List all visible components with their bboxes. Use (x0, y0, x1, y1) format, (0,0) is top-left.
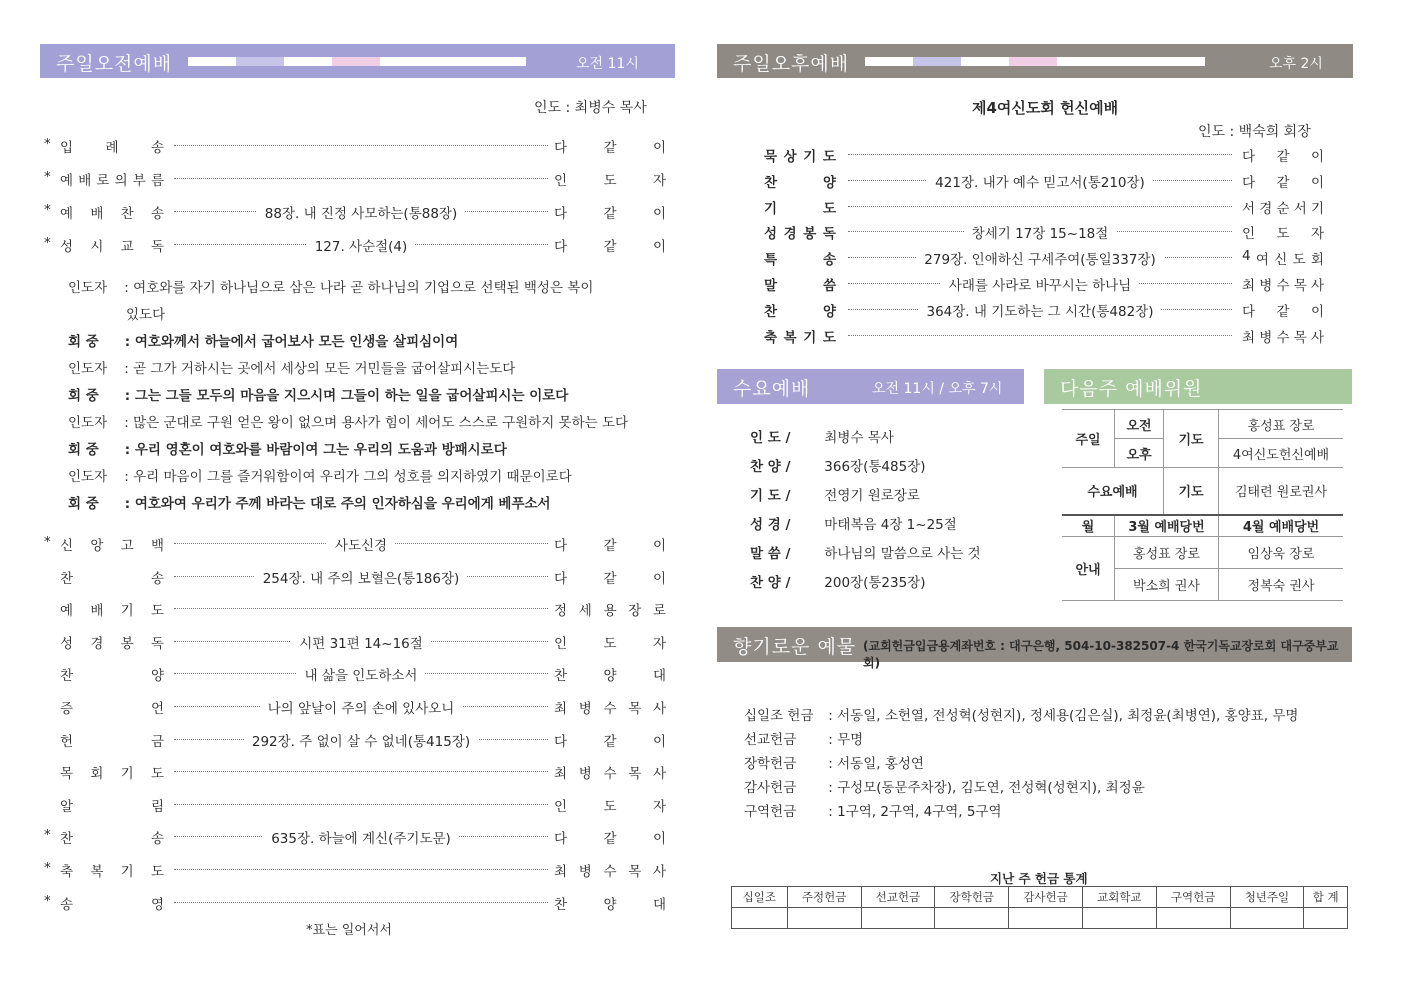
order-name: 찬 양 (60, 668, 164, 685)
dotted-leader (848, 154, 1232, 155)
stats-header: 주정헌금 (787, 887, 861, 908)
order-row (46, 235, 666, 255)
order-who: 4 여 신 도 회 (1242, 248, 1324, 269)
mar-usher-1: 홍성표 장로 (1115, 537, 1219, 569)
next-week-header (1044, 369, 1352, 404)
dotted-leader (174, 869, 548, 870)
offering-line: 감사헌금 : 구성모(동문주차장), 김도연, 전성혁(성현지), 최정윤 (744, 780, 1145, 796)
order-row (46, 169, 666, 189)
order-name: 예 배 기 도 (60, 603, 164, 620)
order-name: 찬 양 (764, 303, 836, 320)
offering-stats-table (731, 886, 1348, 929)
stats-header: 구역헌금 (1156, 887, 1230, 908)
wednesday-row: 찬 양 / 200장(통235장) (750, 575, 926, 591)
standing-mark: * (44, 169, 51, 185)
order-row (46, 697, 666, 717)
order-name: 말 씀 (764, 278, 836, 294)
am-cell: 오전 (1115, 410, 1164, 439)
month-cell: 월 (1062, 515, 1115, 537)
wednesday-row: 성 경 / 마태복음 4장 1~25절 (750, 517, 957, 533)
reading-line: 인도자 : 여호와를 자기 하나님으로 삼은 나라 곧 하나님의 기업으로 선택된 백성은 복이 (68, 280, 594, 296)
afternoon-header (717, 44, 1353, 78)
dotted-leader (174, 145, 548, 146)
order-item: 88장. 내 진정 사모하는(통88장) (174, 202, 548, 222)
morning-leader: 인도 : 최병수 목사 (534, 100, 647, 116)
afternoon-subtitle: 제4여신도회 헌신예배 (972, 99, 1119, 117)
order-row (46, 860, 666, 880)
pm-name-cell: 4여신도헌신예배 (1219, 439, 1344, 468)
order-item: 421장. 내가 예수 믿고서(통210장) (848, 171, 1232, 191)
order-who: 인 도 자 (554, 173, 666, 189)
am-name-cell: 홍성표 장로 (1219, 410, 1344, 439)
standing-mark: * (44, 235, 51, 251)
order-row (46, 893, 666, 913)
order-name: 예 배 로 의 부 름 (60, 173, 164, 189)
order-row (764, 197, 1324, 217)
wed-cell: 수요예배 (1062, 468, 1164, 515)
order-item: 나의 앞날이 주의 손에 있사오니 (174, 697, 548, 717)
order-name: 신 앙 고 백 (60, 538, 164, 554)
afternoon-leader: 인도 : 백숙희 회장 (1198, 124, 1311, 140)
mar-header: 3월 예배당번 (1115, 515, 1219, 537)
order-name: 증 언 (60, 701, 164, 717)
offering-line: 선교헌금 : 무명 (744, 732, 864, 748)
dotted-leader (174, 804, 548, 805)
order-row (46, 827, 666, 847)
wednesday-row: 찬 양 / 366장(통485장) (750, 459, 926, 475)
reading-line: 인도자 : 곧 그가 거하시는 곳에서 세상의 모든 거민들을 굽어살피시는도다 (68, 361, 516, 377)
order-name: 예 배 찬 송 (60, 206, 164, 222)
reading-line: 회 중 : 여호와께서 하늘에서 굽어보사 모든 인생을 살피심이여 (68, 334, 459, 350)
order-row (46, 762, 666, 782)
order-who: 인 도 자 (554, 635, 666, 652)
stats-header: 합 계 (1304, 887, 1348, 908)
order-name: 찬 송 (60, 831, 164, 848)
order-who: 다 같 이 (554, 140, 666, 156)
order-name: 성 경 봉 독 (764, 226, 836, 243)
order-item: 279장. 인애하신 구세주여(통일337장) (848, 248, 1232, 268)
order-name: 알 림 (60, 798, 164, 815)
standing-mark: * (44, 202, 51, 218)
dotted-leader (848, 206, 1232, 207)
order-name: 목 회 기 도 (60, 766, 164, 783)
offering-account: (교회헌금입금용계좌번호 : 대구은행, 504-10-382507-4 한국기독교장로회 대구중부교회) (863, 639, 1339, 670)
offering-line: 구역헌금 : 1구역, 2구역, 4구역, 5구역 (744, 804, 1002, 820)
guide-cell: 안내 (1062, 537, 1115, 601)
stats-cell (861, 908, 935, 929)
order-item: 사래를 사라로 바꾸시는 하나님 (848, 274, 1232, 294)
order-who: 인 도 자 (554, 798, 666, 815)
order-who: 최 병 수 목 사 (1242, 278, 1324, 294)
standing-mark: * (44, 827, 51, 844)
offering-line: 십일조 헌금 : 서동일, 소헌열, 전성혁(성현지), 정세용(김은실), 최정윤(최병연), 홍양표, 무명 (744, 708, 1299, 724)
wednesday-row: 말 씀 / 하나님의 말씀으로 사는 것 (750, 546, 981, 562)
stats-cell (1009, 908, 1083, 929)
stats-cell (1230, 908, 1304, 929)
reading-line: 있도다 (126, 307, 166, 323)
afternoon-title: 주일오후예배 (733, 53, 850, 75)
order-row (46, 599, 666, 619)
order-who: 다 같 이 (554, 831, 666, 848)
order-name: 입 례 송 (60, 140, 164, 156)
stats-cell (1304, 908, 1348, 929)
order-who: 다 같 이 (554, 206, 666, 222)
dotted-leader (174, 178, 548, 179)
stats-title: 지난 주 헌금 통계 (990, 871, 1088, 886)
order-row (46, 632, 666, 652)
offering-header (717, 627, 1352, 670)
order-item: 635장. 하늘에 계신(주기도문) (174, 827, 548, 847)
order-who: 최 병 수 목 사 (554, 766, 666, 783)
order-who: 다 같 이 (1242, 174, 1324, 191)
order-item: 364장. 내 기도하는 그 시간(통482장) (848, 300, 1232, 320)
order-name: 묵 상 기 도 (764, 149, 836, 165)
wednesday-row: 인 도 / 최병수 목사 (750, 430, 894, 446)
apr-usher-2: 정복숙 권사 (1219, 569, 1344, 601)
reading-line: 인도자 : 많은 군대로 구원 얻은 왕이 없으며 용사가 힘이 세어도 스스로 구원하지 못하는 도다 (68, 415, 629, 431)
order-item: 사도신경 (174, 534, 548, 554)
order-row (46, 795, 666, 815)
order-who: 찬 양 대 (554, 668, 666, 685)
offering-line: 장학헌금 : 서동일, 홍성연 (744, 756, 924, 772)
morning-header (40, 44, 675, 78)
standing-mark: * (44, 136, 51, 152)
order-who: 다 같 이 (1242, 149, 1324, 165)
order-who: 최 병 수 목 사 (554, 701, 666, 717)
order-row (46, 567, 666, 587)
morning-time: 오전 11시 (576, 56, 639, 72)
standing-note: *표는 일어서서 (306, 923, 392, 938)
header-stripe (188, 57, 526, 66)
order-who: 다 같 이 (554, 570, 666, 587)
order-who: 찬 양 대 (554, 896, 666, 913)
order-name: 성 경 봉 독 (60, 635, 164, 652)
order-item: 내 삶을 인도하소서 (174, 664, 548, 684)
wed-name-cell: 김태련 원로권사 (1219, 468, 1344, 515)
stats-header: 감사헌금 (1009, 887, 1083, 908)
order-item: 292장. 주 없이 살 수 없네(통415장) (174, 730, 548, 750)
order-name: 기 도 (764, 200, 836, 217)
order-row (46, 664, 666, 684)
stats-header: 교회학교 (1082, 887, 1156, 908)
sunday-cell: 주일 (1062, 410, 1115, 468)
stats-cell (732, 908, 788, 929)
order-who: 다 같 이 (554, 733, 666, 750)
reading-line: 회 중 : 우리 영혼이 여호와를 바람이여 그는 우리의 도움과 방패시로다 (68, 442, 507, 458)
order-name: 찬 송 (60, 570, 164, 587)
reading-line: 회 중 : 여호와여 우리가 주께 바라는 대로 주의 인자하심을 우리에게 베푸소서 (68, 496, 551, 512)
stats-cell (1156, 908, 1230, 929)
order-row (764, 222, 1324, 242)
order-row (46, 202, 666, 222)
dotted-leader (174, 902, 548, 903)
stats-header: 선교헌금 (861, 887, 935, 908)
dotted-leader (174, 608, 548, 609)
order-who: 다 같 이 (554, 239, 666, 255)
apr-usher-1: 임상욱 장로 (1219, 537, 1344, 569)
wednesday-title: 수요예배 (733, 378, 811, 400)
morning-title: 주일오전예배 (56, 53, 173, 75)
order-item: 창세기 17장 15~18절 (848, 222, 1232, 242)
order-who: 정 세 용 장 로 (554, 603, 666, 620)
wednesday-time: 오전 11시 / 오후 7시 (872, 381, 1003, 397)
order-row (764, 248, 1324, 268)
order-who: 최 병 수 목 사 (1242, 329, 1324, 346)
standing-mark: * (44, 860, 51, 876)
mar-usher-2: 박소희 권사 (1115, 569, 1219, 601)
order-item: 254장. 내 주의 보혈은(통186장) (174, 567, 548, 587)
header-stripe (865, 57, 1205, 66)
afternoon-time: 오후 2시 (1269, 56, 1323, 72)
stats-cell (1082, 908, 1156, 929)
order-name: 송 영 (60, 896, 164, 913)
stats-cell (787, 908, 861, 929)
stats-cell (935, 908, 1009, 929)
stats-header: 장학헌금 (935, 887, 1009, 908)
stats-header: 청년주일 (1230, 887, 1304, 908)
order-item: 시편 31편 14~16절 (174, 632, 548, 652)
pm-cell: 오후 (1115, 439, 1164, 468)
order-row (764, 274, 1324, 294)
order-who: 다 같 이 (554, 538, 666, 554)
order-row (46, 136, 666, 156)
standing-mark: * (44, 892, 51, 909)
order-name: 헌 금 (60, 733, 164, 750)
order-name: 축 복 기 도 (60, 864, 164, 880)
order-row (764, 145, 1324, 165)
reading-line: 회 중 : 그는 그들 모두의 마음을 지으시며 그들이 하는 일을 굽어살피시는 이로다 (68, 388, 569, 404)
order-who: 다 같 이 (1242, 303, 1324, 320)
dotted-leader (174, 771, 548, 772)
next-week-table (1062, 409, 1343, 601)
reading-line: 인도자 : 우리 마음이 그를 즐거워함이여 우리가 그의 성호를 의지하였기 때문이로다 (68, 469, 572, 485)
order-row (46, 730, 666, 750)
apr-header: 4월 예배당번 (1219, 515, 1344, 537)
order-name: 찬 양 (764, 174, 836, 191)
order-name: 성 시 교 독 (60, 239, 164, 255)
stats-header: 십일조 (732, 887, 788, 908)
order-row (764, 300, 1324, 320)
order-name: 특 송 (764, 252, 836, 269)
order-who: 서 경 순 서 기 (1242, 200, 1324, 217)
wednesday-header (717, 369, 1024, 404)
order-row (764, 171, 1324, 191)
prayer-cell: 기도 (1164, 410, 1219, 468)
order-row (46, 534, 666, 554)
order-who: 최 병 수 목 사 (554, 864, 666, 880)
next-week-title: 다음주 예배위원 (1060, 378, 1203, 400)
wed-prayer-cell: 기도 (1164, 468, 1219, 515)
order-row (764, 326, 1324, 346)
order-name: 축 복 기 도 (764, 329, 836, 346)
order-who: 인 도 자 (1242, 226, 1324, 243)
standing-mark: * (44, 534, 51, 550)
wednesday-row: 기 도 / 전영기 원로장로 (750, 488, 920, 504)
offering-title: 향기로운 예물 (733, 636, 857, 658)
dotted-leader (848, 335, 1232, 336)
order-item: 127. 사순절(4) (174, 235, 548, 255)
